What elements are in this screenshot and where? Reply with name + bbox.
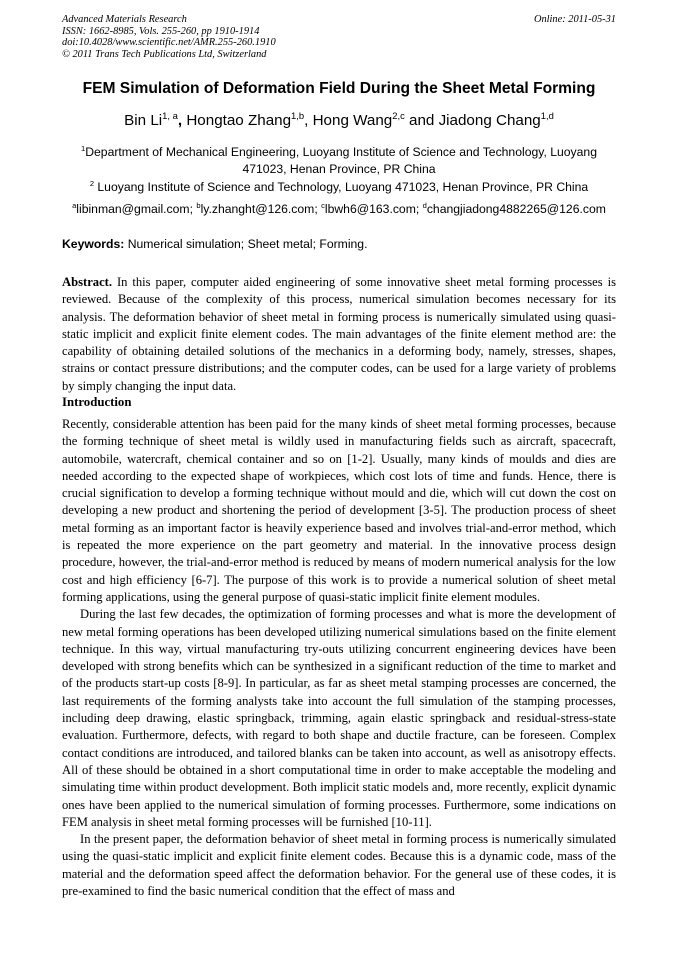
author-name: Bin Li [124, 112, 163, 129]
email-mark: a [72, 200, 77, 210]
author-name: Jiadong Chang [438, 112, 541, 129]
paper-title: FEM Simulation of Deformation Field During the Sheet Metal Forming [82, 80, 596, 97]
email-list [62, 202, 616, 216]
author-affiliation-mark: 2,c [392, 109, 405, 121]
online-date: Online: 2011-05-31 [533, 14, 616, 25]
email-address: libinman@gmail.com; [76, 202, 197, 216]
affiliation-mark: 1 [81, 143, 86, 153]
email-mark: d [422, 200, 427, 210]
issn-line: ISSN: 1662-8985, Vols. 255-260, pp 1910-1914 [62, 25, 260, 37]
copyright-line: © 2011 Trans Tech Publications Ltd, Switzerland [62, 48, 267, 60]
intro-paragraph-1: Recently, considerable attention has been paid for the many kinds of sheet metal forming processes, because the forming technique of sheet metal is wildly used in manufacturing fields such as aircraft, spacecraft, automobile, watercraft, chemical container and so on [1-2]. Usually, many kinds of moulds and dies are needed according to the expected shape of workpieces, which cost lots of time and funds. Hence, there is crucial signification to develop a forming technique without mould and die, which will cut down the cost on developing a new product and shortening the period of development [3-5]. The production process of sheet metal forming as an important factor is heavily experience based and involves trial-and-error method, which is repeated the more experience on the part geometry and material. In the innovative process design procedure, however, the trial-and-error method is reduced by means of modern numerical analysis for the low cost and high efficiency [6-7]. The purpose of this work is to provide a numerical solution of sheet metal forming applications, using the general purpose of quasi-static implicit finite element modules. [62, 417, 616, 604]
affiliation-2 [62, 179, 616, 196]
affiliation-mark: 2 [89, 178, 95, 188]
author-list [40, 109, 638, 129]
email-address: ly.zhanght@126.com; [200, 202, 322, 216]
journal-header [62, 14, 616, 60]
abstract-text: In this paper, computer aided engineering of some innovative sheet metal forming processes is reviewed. Because of the complexity of this process, numerical simulation becomes necessary for its analysis. The deformation behavior of sheet metal in forming process is numerically simulated using quasi-static implicit and explicit finite element codes. The main advantages of the finite element method are: the capability of obtaining detailed solutions of the mechanics in a deforming body, namely, stresses, shapes, strains or contact pressure distributions; and the computer codes, can be used for a large variety of problems by simply changing the input data. [62, 275, 616, 393]
author-separator: , [304, 112, 313, 129]
keywords-line [62, 237, 616, 251]
affiliation-1 [62, 144, 616, 177]
email-mark: b [196, 200, 201, 210]
abstract-paragraph [62, 274, 616, 395]
author-separator: , [177, 112, 187, 129]
intro-paragraph-2: During the last few decades, the optimization of forming processes and what is more the development of new metal forming operations has been developed utilizing numerical simulations based on the finite element technique. In this way, virtual manufacturing try-outs utilizing concurrent engineering devices have been developed with strong benefits which can be synthesized in a significant reduction of the time to market and of the products start-up costs [8-9]. In particular, as far as sheet metal stamping processes are concerned, the last requirements of the forming analysts take into account the full simulation of the stamping processes, including deep drawing, elastic springback, trimming, again elastic springback and residual-stress-state evaluation. Furthermore, defects, with regard to both shape and ductile fracture, can be foreseen. Complex contact conditions are introduced, and tailored blanks can be taken into account, as well as anisotropy effects. All of these should be obtained in a short computational time in order to make acceptable the modeling and simulating time within product development. Both implicit static models and, more recently, explicit dynamic ones have been applied to the numerical simulation of forming processes. Furthermore, some indications on FEM analysis in sheet metal forming processes will be furnished [10-11]. [62, 607, 616, 829]
doi-line: doi:10.4028/www.scientific.net/AMR.255-260.1910 [62, 37, 276, 49]
keywords-text: Numerical simulation; Sheet metal; Forming. [124, 237, 368, 251]
introduction-body [62, 416, 616, 900]
email-address: lbwh6@163.com; [324, 202, 423, 216]
keywords-label: Keywords: [62, 237, 125, 251]
intro-paragraph-3: In the present paper, the deformation behavior of sheet metal in forming process is numerically simulated using the quasi-static implicit and explicit finite element codes. Because this is a dynamic code, mass of the material and the deformation speed affect the deformation behavior. For the general use of these codes, it is pre-examined to find the basic numerical condition that the effect of mass and [62, 832, 616, 899]
journal-name: Advanced Materials Research [62, 14, 187, 25]
email-mark: c [321, 200, 325, 210]
author-separator: and [404, 112, 439, 129]
author-name: Hongtao Zhang [186, 112, 292, 129]
author-name: Hong Wang [312, 112, 393, 129]
abstract-label: Abstract. [62, 275, 113, 289]
author-affiliation-mark: 1,b [291, 109, 305, 121]
author-affiliation-mark: 1,d [540, 109, 554, 121]
section-heading: Introduction [62, 395, 132, 409]
email-address: changjiadong4882265@126.com [426, 202, 606, 216]
affiliation-text: Department of Mechanical Engineering, Luoyang Institute of Science and Technology, Luoyang 471023, Henan Province, PR China [85, 145, 597, 176]
affiliation-text: Luoyang Institute of Science and Technology, Luoyang 471023, Henan Province, PR China [97, 180, 589, 194]
author-affiliation-mark: 1, a [162, 109, 178, 121]
